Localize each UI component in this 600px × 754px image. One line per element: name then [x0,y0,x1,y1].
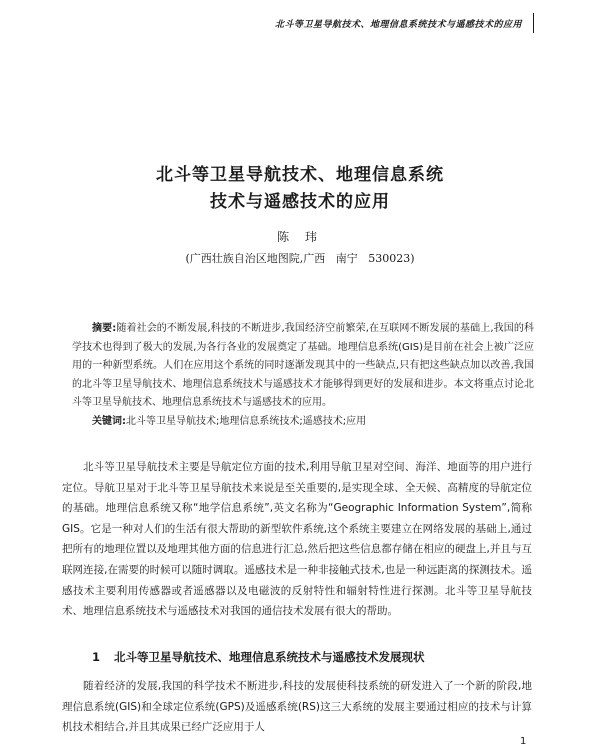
keywords [72,413,534,432]
abstract-text: 随着社会的不断发展,科技的不断进步,我国经济空前繁荣,在互联网不断发展的基础上,我国的科学技术也得到了极大的发展,为各行各业的发展奠定了基础。地理信息系统(GIS)是目前在社会上被广泛应用的一种新型系统。人们在应用这个系统的同时逐渐发现其中的一些缺点,只有把这些缺点加以改善,我国的北斗等卫星导航技术、地理信息系统技术与遥感技术才能够得到更好的发展和进步。本文将重点讨论北斗等卫星导航技术、地理信息系统技术与遥感技术的应用。 [72,323,535,408]
page-number: 1 [520,736,527,747]
keywords-text: 北斗等卫星导航技术;地理信息系统技术;遥感技术;应用 [126,415,367,427]
abstract-label: 摘要: [92,323,117,334]
affiliation: (广西壮族自治区地图院,广西 南宁 530023) [185,252,415,265]
title-line-2: 技术与遥感技术的应用 [210,192,390,212]
title-line-1: 北斗等卫星导航技术、地理信息系统 [156,165,444,185]
running-header: 北斗等卫星导航技术、地理信息系统技术与遥感技术的应用 [274,20,522,30]
abstract [72,320,534,413]
paper-title [0,162,600,216]
section-number: 1 [92,650,101,664]
section-title: 北斗等卫星导航技术、地理信息系统技术与遥感技术发展现状 [114,650,425,664]
abstract-block [72,320,534,431]
keywords-label: 关键词: [92,415,126,427]
intro-paragraph: 北斗等卫星导航技术主要是导航定位方面的技术,利用导航卫星对空间、海洋、地面等的用户进行定位。导航卫星对于北斗等卫星导航技术来说是至关重要的,是实现全球、全天候、高精度的导航定位的基础。地理信息系统又称“地学信息系统”,英文名称为“Geographic Information System”,简称GIS。它是一种对人们的生活有很大帮助的新型软件系统,这个系统主要建立在网络发展的基础上,通过把所有的地理位置以及地理其他方面的信息进行汇总,然后把这些信息都存储在相应的硬盘上,并且与互联网连接,在需要的时候可以随时调取。遥感技术是一种非接触式技术,也是一种远距离的探测技术。遥感技术主要利用传感器或者遥感器以及电磁波的反射特性和辐射特性进行探测。北斗等卫星导航技术、地理信息系统技术与遥感技术对我国的通信技术发展有很大的帮助。 [62,461,532,618]
author: 陈 玮 [277,230,323,244]
section-paragraph: 随着经济的发展,我国的科学技术不断进步,科技的发展使科技系统的研发进入了一个新的阶段,地理信息系统(GIS)和全球定位系统(GPS)及遥感系统(RS)这三大系统的发展主要通过相应的技术与计算机技术相结合,并且其成果已经广泛应用于人 [62,680,532,734]
section-heading [92,649,425,665]
header-rule [533,13,534,33]
